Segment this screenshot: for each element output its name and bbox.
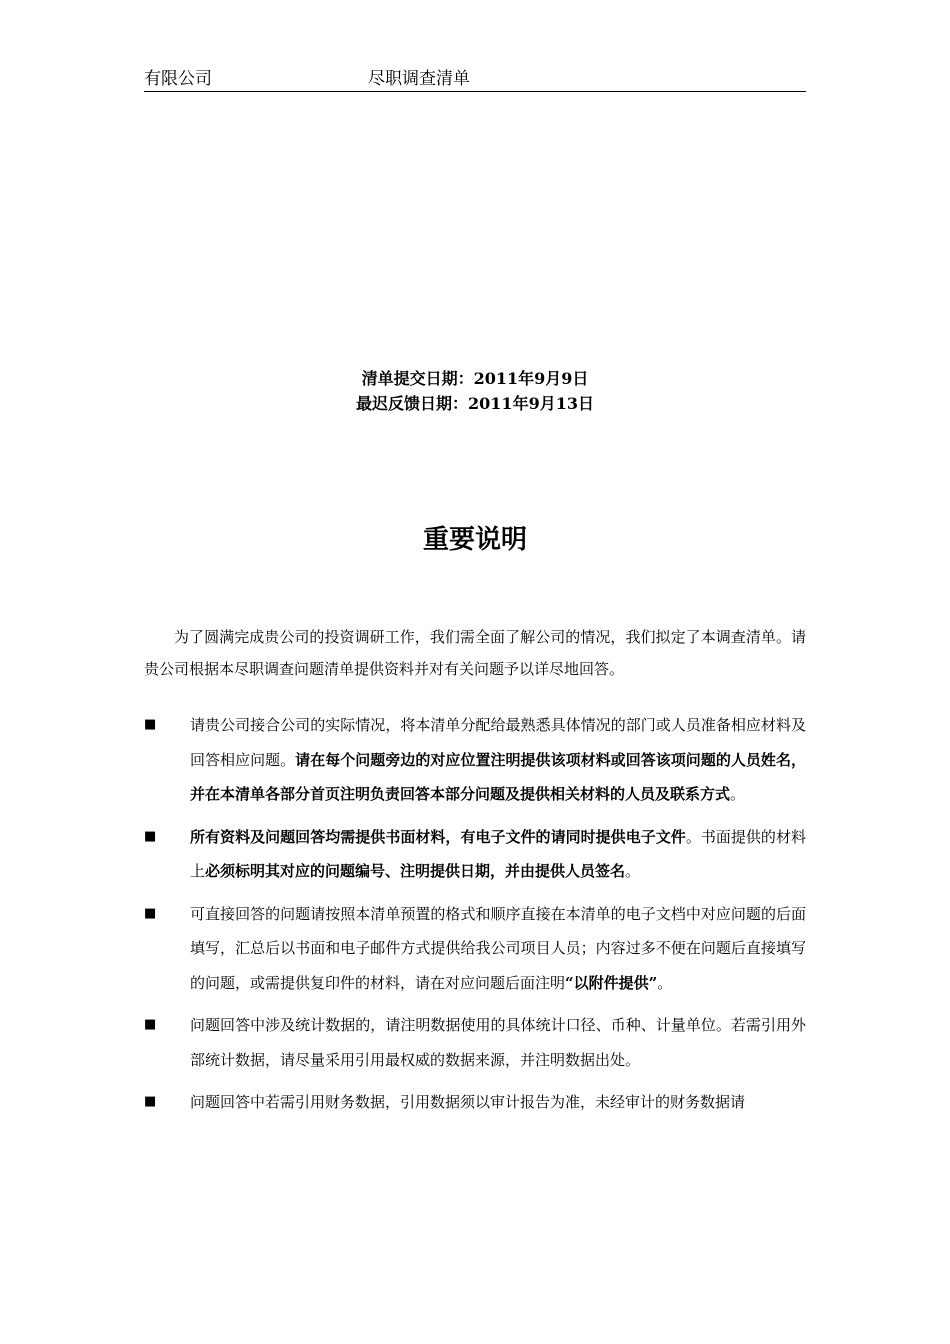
intro-paragraph: 为了圆满完成贵公司的投资调研工作，我们需全面了解公司的情况，我们拟定了本调查清单。请贵公司根据本尽职调查问题清单提供资料并对有关问题予以详尽地回答。 [144,628,806,678]
square-bullet-icon: ■ [144,1017,157,1032]
item-text: 。书面提供的材料上 [190,827,806,880]
item-text: 。 [730,785,746,803]
header-doc-title: 尽职调查清单 [368,69,470,89]
list-item [144,1085,806,1120]
section-heading: 重要说明 [422,525,527,555]
list-item [144,897,806,1001]
page-header [144,68,806,92]
square-bullet-icon: ■ [144,717,157,732]
header-company: 有限公司 [144,69,212,89]
item-text-bold: 必须标明其对应的问题编号、注明提供日期，并由提供人员签名 [205,862,626,880]
feedback-date: 最迟反馈日期：2011年9月13日 [356,394,594,413]
item-text-bold: 请在每个问题旁边的对应位置注明提供该项材料或回答该项问题的人员姓名，并在本清单各部分首页注明负责回答本部分问题及提供相关材料的人员及联系方式 [190,750,806,803]
list-item [144,820,806,889]
item-text-bold: “以附件提供” [565,973,658,992]
item-text: 问题回答中若需引用财务数据，引用数据须以审计报告为准，未经审计的财务数据请 [190,1093,746,1111]
square-bullet-icon: ■ [144,1094,157,1109]
square-bullet-icon: ■ [144,828,157,844]
item-text: 问题回答中涉及统计数据的，请注明数据使用的具体统计口径、币种、计量单位。若需引用外部统计数据，请尽量采用引用最权威的数据来源，并注明数据出处。 [190,1016,806,1069]
item-text: 。 [625,862,641,880]
square-bullet-icon: ■ [144,905,157,921]
date-block [0,366,950,416]
instruction-list [144,708,806,1128]
submit-date: 清单提交日期：2011年9月9日 [361,369,589,388]
item-text-bold: 所有资料及问题回答均需提供书面材料，有电子文件的请同时提供电子文件 [190,827,686,846]
item-text: 可直接回答的问题请按照本清单预置的格式和顺序直接在本清单的电子文档中对应问题的后面填写，汇总后以书面和电子邮件方式提供给我公司项目人员；内容过多不便在问题后直接填写的问题，或需提供复印件的材料，请在对应问题后面注明 [190,904,806,992]
list-item [144,708,806,812]
item-text: 。 [657,973,673,992]
list-item [144,1008,806,1077]
item-text: 请贵公司接合公司的实际情况，将本清单分配给最熟悉具体情况的部门或人员准备相应材料及回答相应问题。 [190,716,806,769]
